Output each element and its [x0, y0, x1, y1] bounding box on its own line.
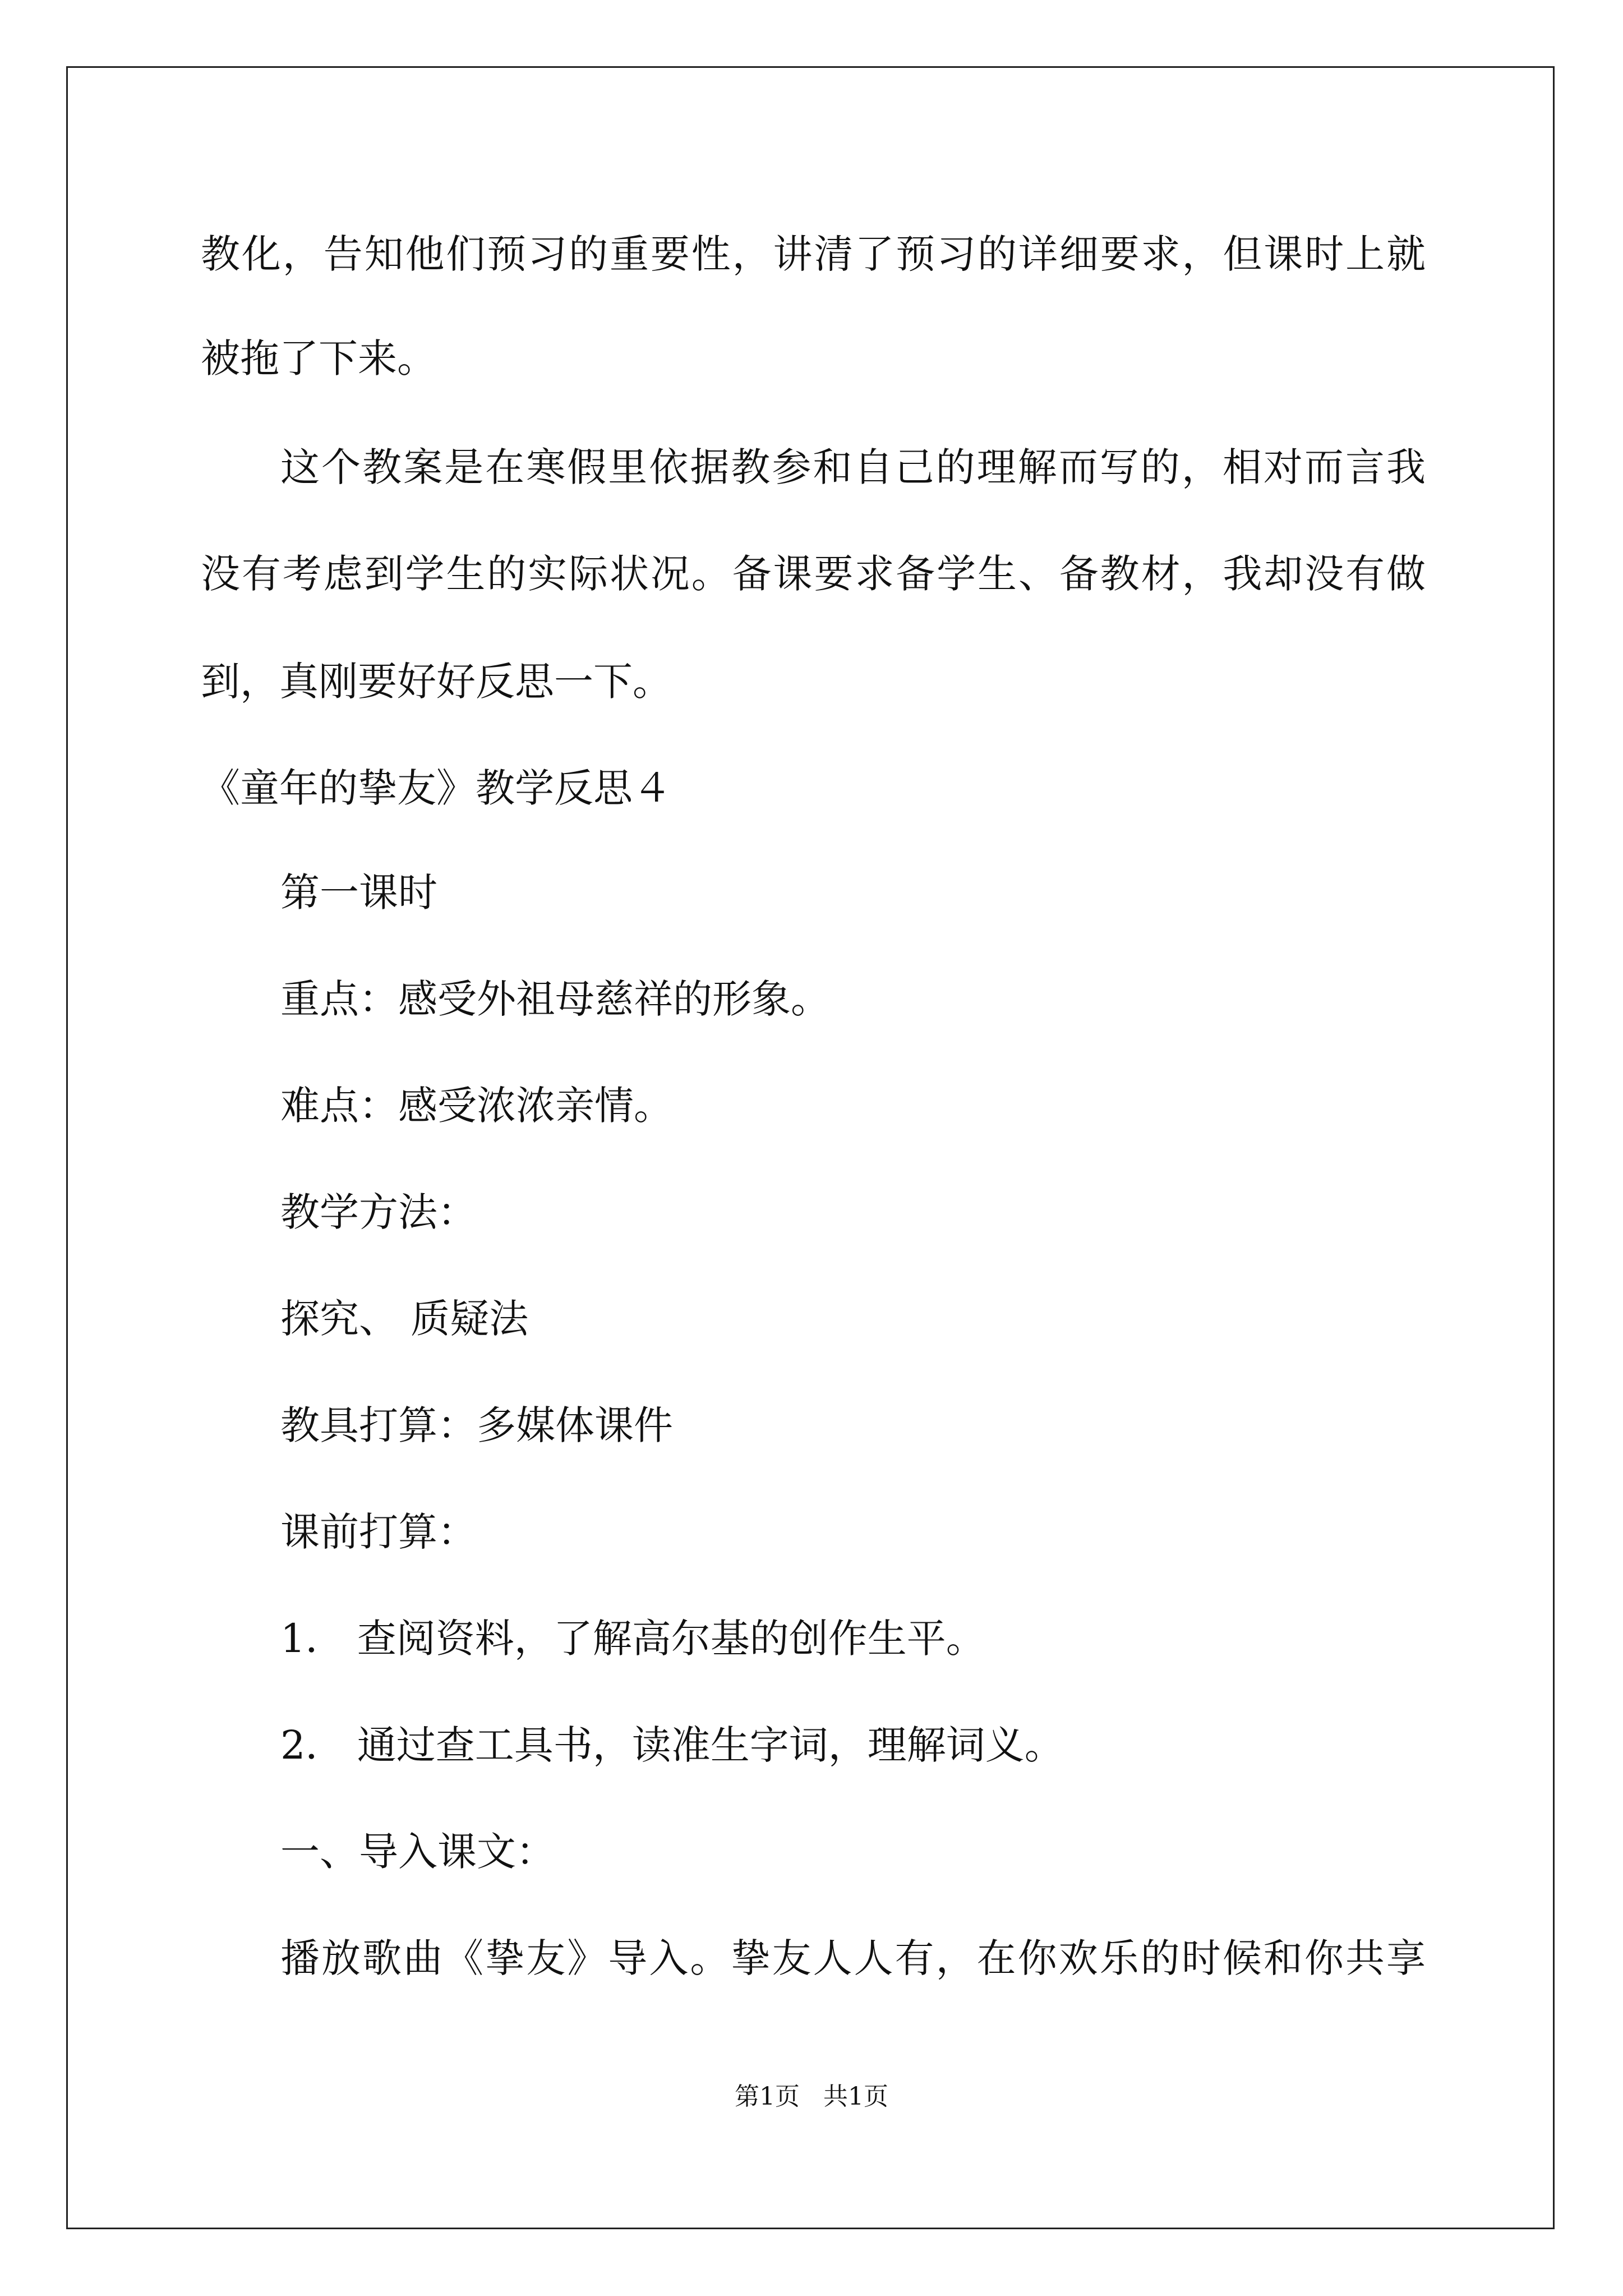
- paragraph-line: 这个教案是在寒假里依据教参和自己的理解而写的，相对而言我: [280, 444, 1426, 490]
- section-intro-heading: 一、导入课文：: [280, 1829, 555, 1875]
- paragraph-line: 没有考虑到学生的实际状况。备课要求备学生、备教材，我却没有做: [201, 551, 1426, 597]
- lesson-period: 第一课时: [280, 869, 437, 915]
- section-heading: 《童年的挚友》教学反思４: [201, 765, 672, 811]
- difficult-point: 难点：感受浓浓亲情。: [280, 1083, 673, 1129]
- pre-class-prep-label: 课前打算：: [280, 1509, 477, 1555]
- teaching-method-label: 教学方法：: [280, 1189, 477, 1235]
- page-border: [66, 66, 1555, 2229]
- teaching-method-value: 探究、 质疑法: [280, 1296, 529, 1342]
- paragraph-line: 教化，告知他们预习的重要性，讲清了预习的详细要求，但课时上就: [201, 231, 1426, 277]
- paragraph-line: 被拖了下来。: [201, 335, 436, 381]
- prep-item-2: 2． 通过查工具书，读准生字词，理解词义。: [280, 1722, 1064, 1768]
- paragraph-line: 播放歌曲《挚友》导入。挚友人人有，在你欢乐的时候和你共享: [280, 1935, 1426, 1981]
- paragraph-line: 到，真刚要好好反思一下。: [201, 659, 672, 705]
- prep-item-1: 1． 查阅资料，了解高尔基的创作生平。: [280, 1616, 985, 1662]
- teaching-aids: 教具打算：多媒体课件: [280, 1402, 673, 1448]
- page-footer: 第1页 共1页: [735, 2082, 888, 2111]
- key-point: 重点：感受外祖母慈祥的形象。: [280, 976, 830, 1022]
